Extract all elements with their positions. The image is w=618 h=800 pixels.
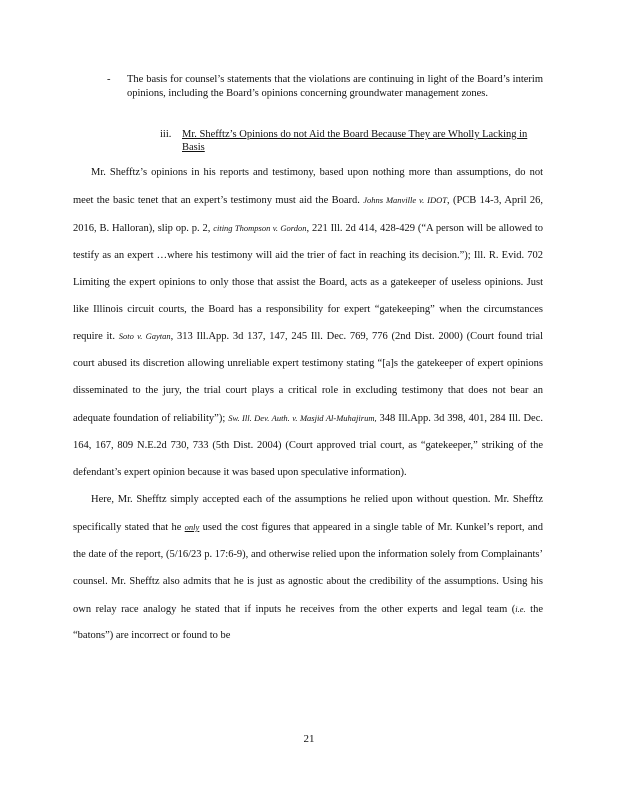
body-text: [73, 160, 543, 650]
case-citation-johns-manville: Johns Manville v. IDOT: [363, 194, 447, 205]
emphasis-ie: i.e.: [515, 603, 526, 614]
p1-text-4: , 313 Ill.App. 3d 137, 147, 245 Ill. Dec. 769, 776 (2nd Dist. 2000) (Court found trial court abused its discretion allowing unreliable expert testimony stating “[a]s the gatekeeper of expert opinions disseminated to the jury, the trial court plays a critical role in excluding testimony that does not bear an adequate foundation of reliability”);: [73, 331, 543, 425]
page-number: 21: [303, 733, 315, 745]
p1-text-5: 348 Ill.App. 3d 398, 401, 284 Ill. Dec. 164, 167, 809 N.E.2d 730, 733 (5th Dist. 2004) (Court approved trial court, as “gatekeeper,” striking of the defendant’s expert opinion because it was based upon speculative information).: [73, 413, 544, 478]
paragraph-2: [73, 487, 543, 650]
p1-text-1: Mr. Shefftz’s opinions in his reports and testimony, based upon nothing more than assumptions, do not meet the basic tenet that an expert’s testimony must aid the Board.: [73, 167, 543, 206]
p2-text-2: used the cost figures that appeared in a single table of Mr. Kunkel’s report, and the date of the report, (5/16/23 p. 17:6-9), and otherwise relied upon the information solely from Complainants’ counsel. Mr. Shefftz also admits that he is just as agnostic about the credibility of the assumptions. Using his own relay race analogy he stated that if inputs he receives from the other experts and legal team (: [73, 521, 543, 615]
p1-text-2: , (PCB 14-3, April 26, 2016, B. Halloran), slip op. p. 2,: [73, 194, 543, 234]
p2-text-3: the “batons”) are incorrect or found to be: [73, 603, 544, 642]
p1-text-3: , 221 Ill. 2d 414, 428-429 (“A person will be allowed to testify as an expert …where his testimony will aid the trier of fact in reaching its decision.”); Ill. R. Evid. 702 Limiting the expert opinions to only those that assist the Board, acts as a gatekeeper of useless opinions. Just like Illinois circuit courts, the Board has a responsibility for expert “gatekeeping” when the circumstances require it.: [73, 222, 543, 343]
paragraph-1: [73, 160, 543, 487]
heading-number: iii.: [160, 129, 172, 140]
bullet-text: The basis for counsel’s statements that the violations are continuing in light of the Board’s interim opinions, including the Board’s opinions concerning groundwater management zones.: [127, 74, 543, 99]
emphasis-only: only: [184, 521, 200, 532]
p2-text-1: Here, Mr. Shefftz simply accepted each of the assumptions he relied upon without question. Mr. Shefftz specifically stated that he: [73, 493, 543, 533]
case-citation-soto: Soto v. Gaytan: [118, 331, 171, 342]
bullet-dash: -: [107, 74, 111, 85]
case-citation-thompson: citing Thompson v. Gordon: [213, 222, 307, 233]
heading-text: Mr. Shefftz’s Opinions do not Aid the Board Because They are Wholly Lacking in Basis: [182, 129, 528, 153]
bullet-item: [107, 73, 543, 101]
case-citation-masjid: Sw. Ill. Dev. Auth. v. Masjid Al-Muhajirum,: [228, 413, 377, 424]
